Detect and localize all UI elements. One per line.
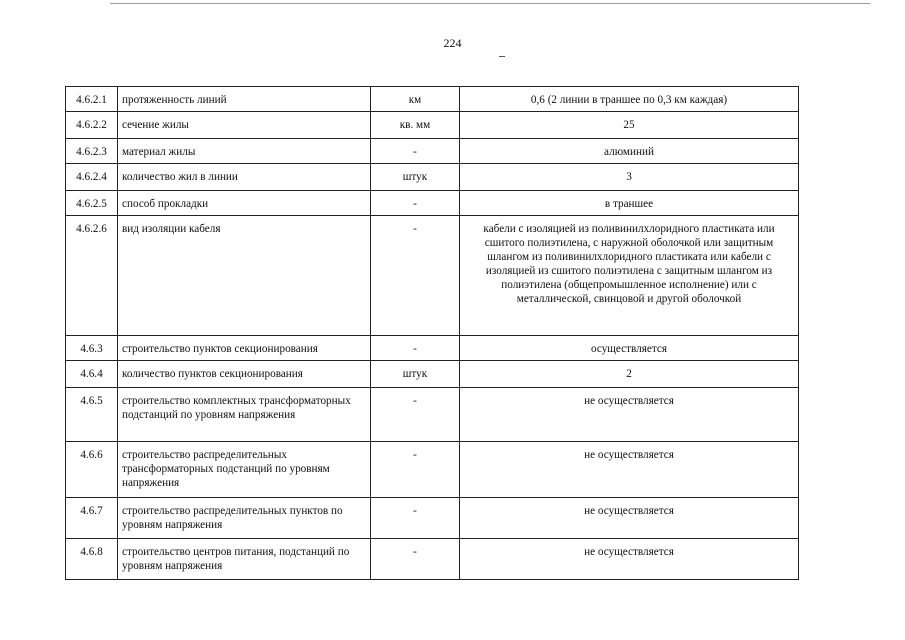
- row-parameter: строительство распределительных трансформаторных подстанций по уровням напряжения: [118, 442, 371, 498]
- page-number: 224: [443, 36, 462, 50]
- row-number: 4.6.2.1: [66, 87, 118, 112]
- dash-mark: [499, 56, 505, 57]
- table-row: [66, 539, 799, 580]
- row-value: не осуществляется: [460, 498, 799, 539]
- row-unit: штук: [371, 164, 460, 191]
- row-value: в траншее: [460, 191, 799, 216]
- row-value: кабели с изоляцией из поливинилхлоридного пластиката или сшитого полиэтилена, с наружной оболочкой или защитным шлангом из поливинилхлоридного пластиката или кабели с изоляцией из сшитого полиэтилена с защитным шлангом из полиэтилена (общепромышленное исполнение) или с металлической, свинцовой и другой оболочкой: [460, 216, 799, 336]
- spec-table: [65, 86, 799, 580]
- row-unit: -: [371, 388, 460, 442]
- table-row: [66, 191, 799, 216]
- row-parameter: строительство комплектных трансформаторных подстанций по уровням напряжения: [118, 388, 371, 442]
- row-value: алюминий: [460, 139, 799, 164]
- row-number: 4.6.4: [66, 361, 118, 388]
- row-unit: штук: [371, 361, 460, 388]
- row-number: 4.6.2.2: [66, 112, 118, 139]
- row-unit: кв. мм: [371, 112, 460, 139]
- row-parameter: количество жил в линии: [118, 164, 371, 191]
- row-number: 4.6.2.6: [66, 216, 118, 336]
- row-parameter: материал жилы: [118, 139, 371, 164]
- table-row: [66, 216, 799, 336]
- row-parameter: количество пунктов секционирования: [118, 361, 371, 388]
- table-row: [66, 442, 799, 498]
- table-row: [66, 112, 799, 139]
- row-value: не осуществляется: [460, 388, 799, 442]
- row-unit: -: [371, 139, 460, 164]
- row-parameter: строительство пунктов секционирования: [118, 336, 371, 361]
- row-parameter: способ прокладки: [118, 191, 371, 216]
- row-parameter: строительство распределительных пунктов по уровням напряжения: [118, 498, 371, 539]
- row-number: 4.6.7: [66, 498, 118, 539]
- row-unit: км: [371, 87, 460, 112]
- row-unit: -: [371, 336, 460, 361]
- table-row: [66, 336, 799, 361]
- row-parameter: вид изоляции кабеля: [118, 216, 371, 336]
- row-value: 3: [460, 164, 799, 191]
- row-number: 4.6.3: [66, 336, 118, 361]
- row-number: 4.6.8: [66, 539, 118, 580]
- row-parameter: сечение жилы: [118, 112, 371, 139]
- table-row: [66, 87, 799, 112]
- table-row: [66, 361, 799, 388]
- top-rule: [110, 3, 870, 4]
- row-parameter: протяженность линий: [118, 87, 371, 112]
- row-value: 2: [460, 361, 799, 388]
- row-unit: -: [371, 539, 460, 580]
- row-value: не осуществляется: [460, 442, 799, 498]
- table-row: [66, 498, 799, 539]
- row-number: 4.6.2.5: [66, 191, 118, 216]
- row-number: 4.6.5: [66, 388, 118, 442]
- spec-table-body: [66, 87, 799, 580]
- row-number: 4.6.6: [66, 442, 118, 498]
- table-row: [66, 388, 799, 442]
- row-value: 25: [460, 112, 799, 139]
- row-value: 0,6 (2 линии в траншее по 0,3 км каждая): [460, 87, 799, 112]
- table-row: [66, 164, 799, 191]
- row-number: 4.6.2.3: [66, 139, 118, 164]
- row-unit: -: [371, 216, 460, 336]
- row-unit: -: [371, 498, 460, 539]
- row-value: осуществляется: [460, 336, 799, 361]
- row-unit: -: [371, 191, 460, 216]
- row-number: 4.6.2.4: [66, 164, 118, 191]
- table-row: [66, 139, 799, 164]
- row-unit: -: [371, 442, 460, 498]
- row-parameter: строительство центров питания, подстанций по уровням напряжения: [118, 539, 371, 580]
- row-value: не осуществляется: [460, 539, 799, 580]
